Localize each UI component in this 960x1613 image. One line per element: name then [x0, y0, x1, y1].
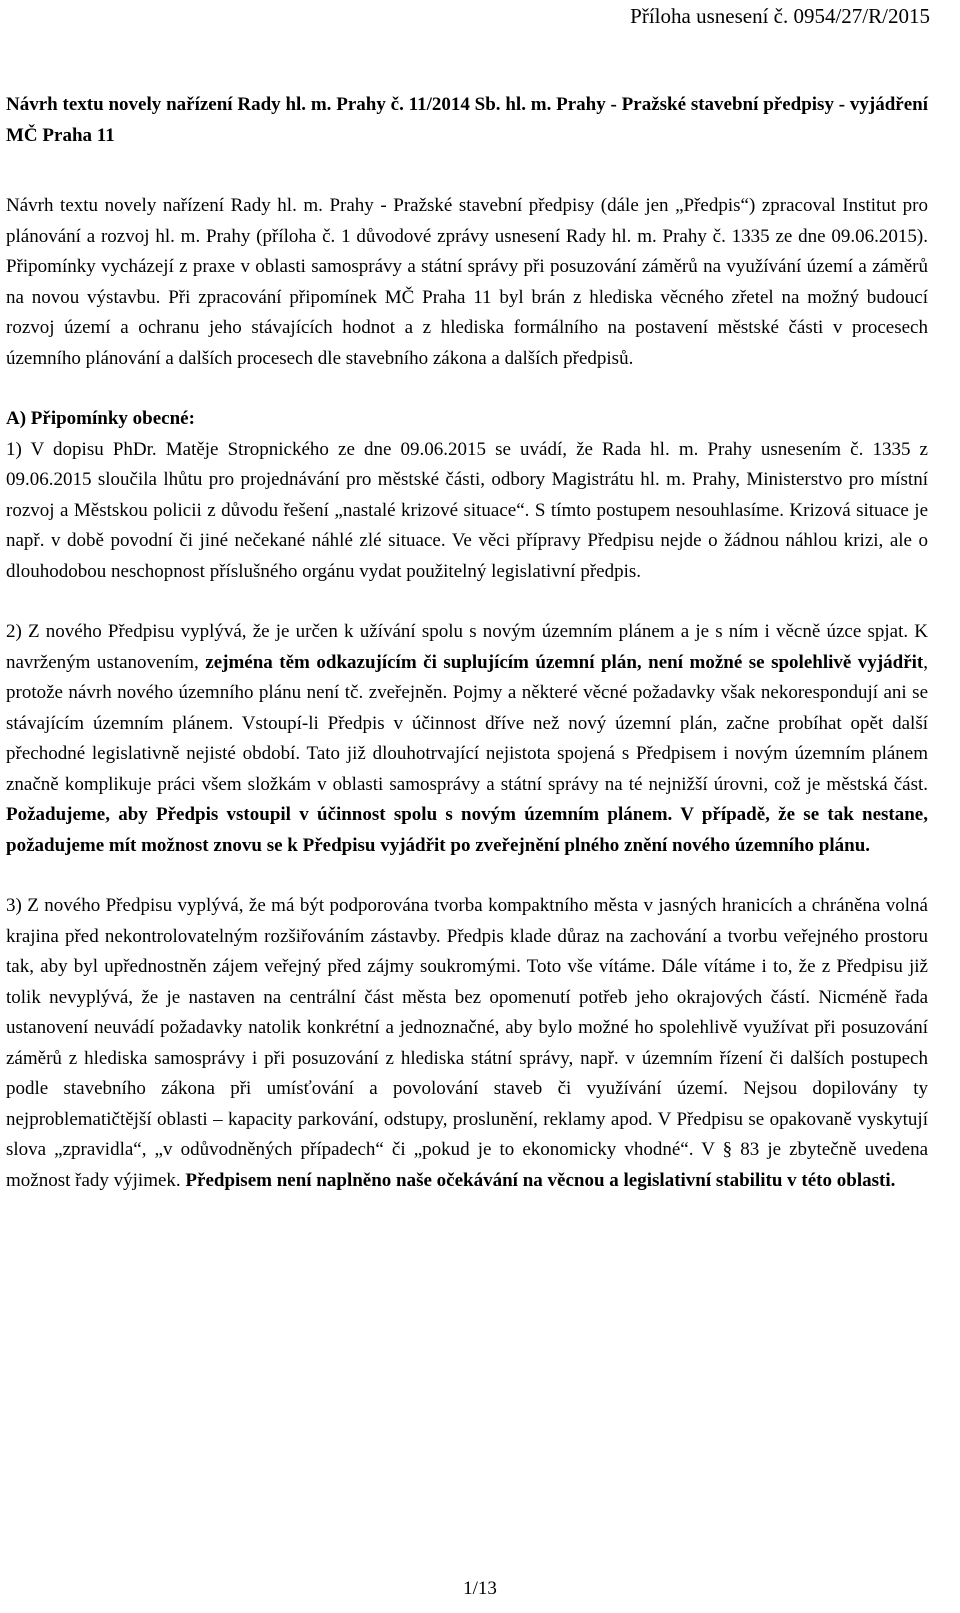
comment-item-2-text: 2) Z nového Předpisu vyplývá, že je určen k užívání spolu s novým územním plánem a je s ním i věcně úzce spjat. K navrženým ustanovením, — [6, 621, 928, 673]
comment-item-2-text-continued: , protože návrh nového územního plánu není tč. zveřejněn. Pojmy a některé věcné požadavky však nekorespondují ani se stávajícím územním plánem. Vstoupí-li Předpis v účinnost dříve než nový územní plán, začne probíhat opět další přechodné legislativně nejisté období. Tato již dlouhotrvající nejistota spojená s Předpisem i novým územním plánem značně komplikuje práci všem složkám v oblasti samosprávy a státní správy na té nejnižší úrovni, což je městská část. — [6, 651, 928, 795]
document-body — [6, 90, 928, 1196]
comment-item-3-conclusion: Předpisem není naplněno naše očekávání na věcnou a legislativní stabilitu v této oblasti. — [185, 1169, 896, 1191]
page-number: 1/13 — [463, 1578, 497, 1599]
section-heading: A) Připomínky obecné: — [6, 408, 195, 429]
comment-item-1: 1) V dopisu PhDr. Matěje Stropnického ze dne 09.06.2015 se uvádí, že Rada hl. m. Prahy usnesením č. 1335 z 09.06.2015 sloučila lhůtu pro projednávání pro městské části, odbory Magistrátu hl. m. Prahy, Ministerstvo pro místní rozvoj a Městskou policii z důvodu řešení „nastalé krizové situace“. S tímto postupem nesouhlasíme. Krizová situace je např. v době povodní či jiné nečekané náhlé zlé situace. Ve věci přípravy Předpisu nejde o žádnou náhlou krizi, ale o dlouhodobou neschopnost příslušného orgánu vydat použitelný legislativní předpis. — [6, 438, 928, 582]
comment-item-2-demand: Požadujeme, aby Předpis vstoupil v účinnost spolu s novým územním plánem. V případě, že se tak nestane, požadujeme mít možnost znovu se k Předpisu vyjádřit po zveřejnění plného znění nového územního plánu. — [6, 804, 928, 856]
comment-item-2-emphasis: zejména těm odkazujícím či suplujícím územní plán, není možné se spolehlivě vyjádřit — [205, 651, 924, 673]
comment-item-2 — [6, 617, 928, 861]
comment-item-3-text: 3) Z nového Předpisu vyplývá, že má být podporována tvorba kompaktního města v jasných hranicích a chráněna volná krajina před nekontrolovatelným rozšiřováním zástavby. Předpis klade důraz na zachování a tvorbu veřejného prostoru tak, aby byl upřednostněn zájem veřejný před zájmy soukromými. Toto vše vítáme. Dále vítáme i to, že z Předpisu již tolik nevyplývá, že je nastaven na centrální část města bez opomenutí potřeb jeho okrajových částí. Nicméně řada ustanovení neuvádí požadavky natolik konkrétní a jednoznačné, aby bylo možné ho spolehlivě využívat při posuzování záměrů z hlediska samosprávy i při posuzování z hlediska státní správy, např. v územním řízení či dalších postupech podle stavebního zákona při umísťování a povolování staveb či využívání území. Nejsou dopilovány ty nejproblematičtější oblasti – kapacity parkování, odstupy, proslunění, reklamy apod. V Předpisu se opakovaně vyskytují slova „zpravidla“, „v odůvodněných případech“ či „pokud je to ekonomicky vhodné“. V § 83 je zbytečně uvedena možnost řady výjimek. — [6, 895, 928, 1191]
document-title: Návrh textu novely nařízení Rady hl. m. Prahy č. 11/2014 Sb. hl. m. Prahy - Pražské stavební předpisy - vyjádření MČ Praha 11 — [6, 94, 928, 146]
intro-paragraph: Návrh textu novely nařízení Rady hl. m. Prahy - Pražské stavební předpisy (dále jen „Předpis“) zpracoval Institut pro plánování a rozvoj hl. m. Prahy (příloha č. 1 důvodové zprávy usnesení Rady hl. m. Prahy č. 1335 ze dne 09.06.2015). Připomínky vycházejí z praxe v oblasti samosprávy a státní správy při posuzování záměrů na využívání území a záměrů na novou výstavbu. Při zpracování připomínek MČ Praha 11 byl brán z hlediska věcného zřetel na možný budoucí rozvoj území a ochranu jeho stávajících hodnot a z hlediska formálního na postavení městské části v procesech územního plánování a dalších procesech dle stavebního zákona a dalších předpisů. — [6, 195, 928, 369]
annex-reference: Příloha usnesení č. 0954/27/R/2015 — [630, 4, 930, 28]
comment-item-3 — [6, 891, 928, 1196]
